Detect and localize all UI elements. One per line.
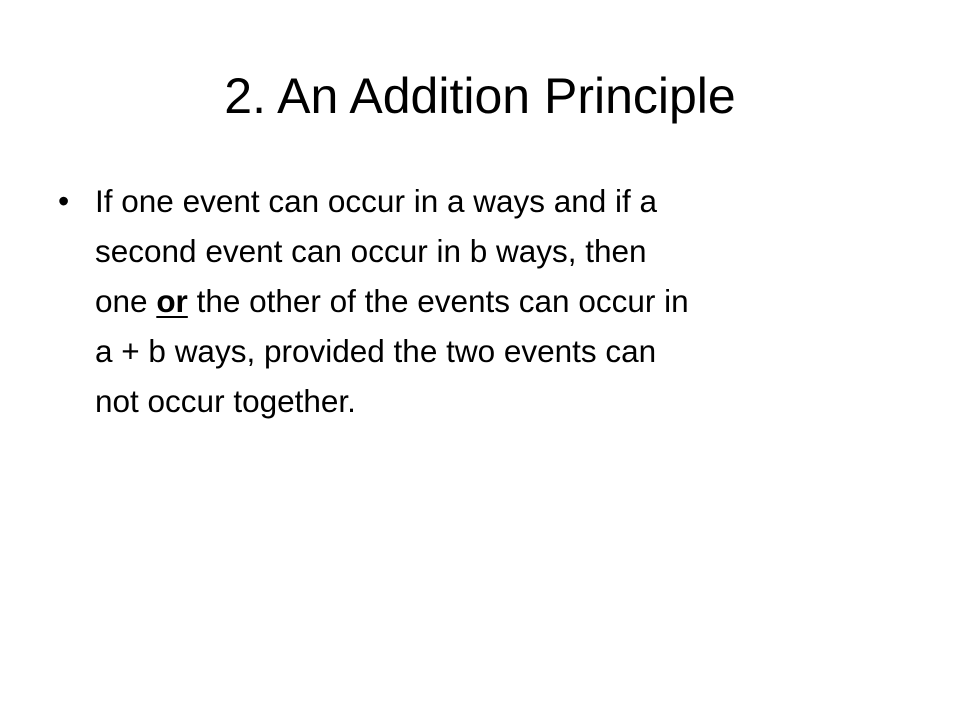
- bullet-icon: •: [58, 183, 70, 219]
- bullet-line-3-before: one: [95, 283, 157, 319]
- slide-title: 2. An Addition Principle: [224, 68, 736, 124]
- bullet-line-3: [95, 276, 907, 326]
- slide-body: [58, 176, 908, 426]
- bullet-text: [95, 176, 907, 426]
- bullet-line-3-after: the other of the events can occur in: [187, 283, 689, 319]
- bullet-line-5: not occur together.: [95, 383, 356, 419]
- bullet-item: [58, 176, 908, 426]
- bullet-line-4: a + b ways, provided the two events can: [95, 333, 657, 369]
- emphasized-word: or: [156, 283, 188, 319]
- bullet-line-2: second event can occur in b ways, then: [95, 233, 647, 269]
- bullet-line-1: If one event can occur in a ways and if a: [95, 183, 658, 219]
